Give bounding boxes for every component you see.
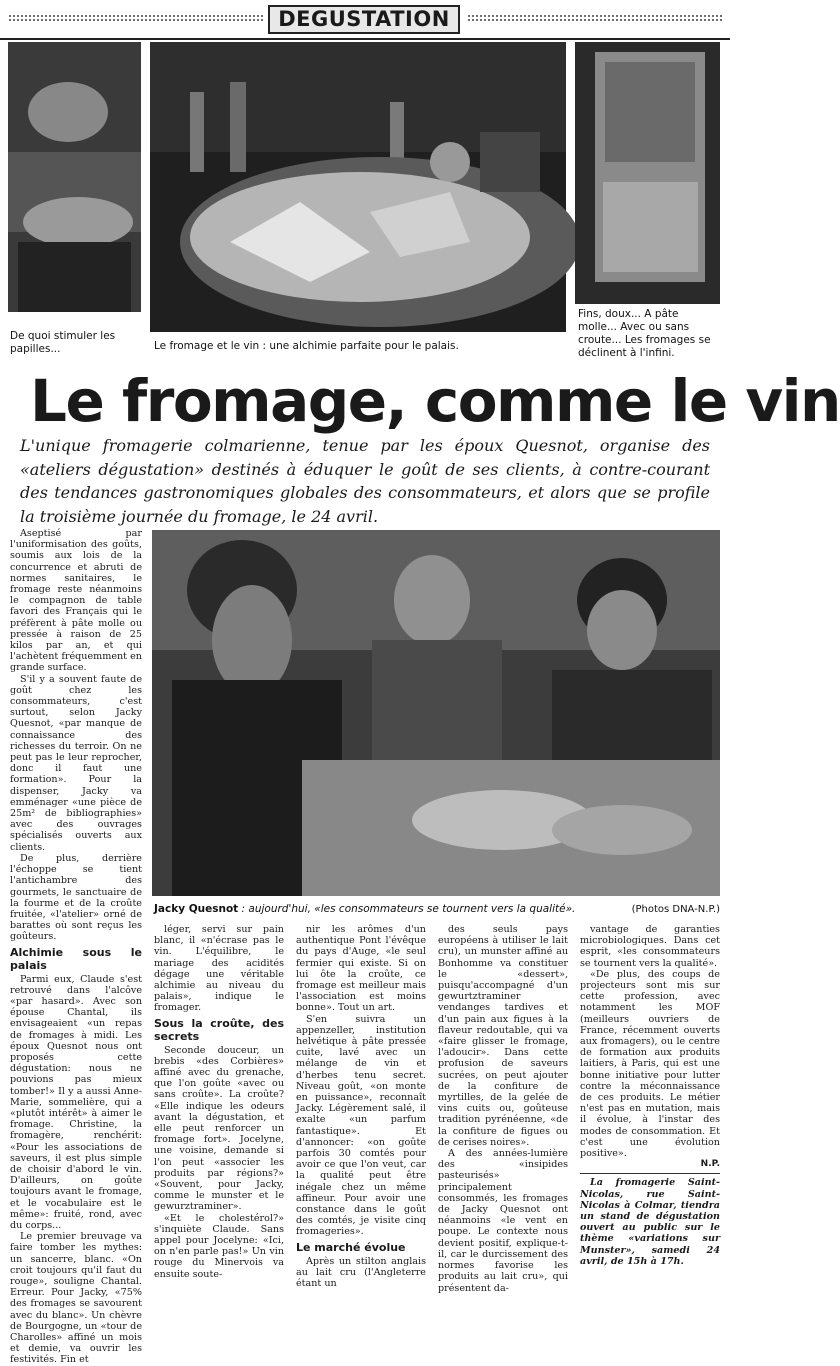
chapeau: L'unique fromagerie colmarienne, tenue par les époux Quesnot, organise des «ateliers dégustation» destinés à éduquer le goût de ses clients, à contre-courant des tendances gastronomiques globales des consommateurs, et alors que se profile la troisième journée du fromage, le 24 avril. (20, 436, 710, 526)
event-box: La fromagerie Saint-Nicolas, rue Saint-Nicolas à Colmar, tiendra un stand de dégustation ouvert au public sur le thème «variations sur Munster», samedi 24 avril, de 15h à 17h. (580, 1177, 720, 1267)
photo-credit: (Photos DNA-N.P.) (631, 904, 720, 915)
caption-fromage-vin: Le fromage et le vin : une alchimie parfaite pour le palais. (154, 340, 459, 352)
paragraph: «Et le cholestérol?» s'inquiète Claude. Sans appel pour Jocelyne: «Ici, on n'en parle pas!» Un vin rouge du Minervois va ensuite soute- (154, 1212, 284, 1280)
signature: N.P. (700, 1159, 720, 1170)
article-column-3 (296, 924, 426, 1289)
article-column-2 (154, 924, 284, 1280)
rubric-title: DEGUSTATION (268, 5, 460, 34)
photo-fromage-vin (150, 42, 566, 332)
caption-papilles: De quoi stimuler les papilles... (10, 330, 116, 355)
paragraph: léger, servi sur pain blanc, il «n'écrase pas le vin. L'équilibre, le mariage des acidités dégage une véritable alchimie au niveau du palais», indique le fromager. (154, 924, 284, 1014)
paragraph: Seconde douceur, un brebis «des Corbières» affiné avec du grenache, que l'on goûte «avec ou sans croûte». La croûte? «Elle indique les odeurs avant la dégustation, et elle peut renforcer un fromage fort». Jocelyne, une voisine, demande si l'on peut «associer les produits par régions?» «Souvent, pour Jacky, comme le munster et le gewurztraminer». (154, 1044, 284, 1213)
headline: Le fromage, comme le vin (30, 367, 840, 435)
caption-name: Jacky Quesnot (154, 903, 239, 915)
rubric-decoration-left (8, 14, 263, 22)
article-column-1 (10, 528, 142, 1366)
divider (580, 1173, 720, 1174)
rubric-decoration-right (467, 14, 722, 22)
caption-fromages: Fins, doux... A pâte molle... Avec ou sans croute... Les fromages se déclinent à l'infini. (578, 308, 711, 359)
subheading: Le marché évolue (296, 1240, 406, 1254)
paragraph: des seuls pays européens à utiliser le lait cru), un munster affiné au Bonhomme va constituer le «dessert», puisqu'accompagné d'un gewurtztraminer vendanges tardives et d'un pain aux figues à la flaveur redoutable, qui va «faire glisser le fromage, l'adoucir». Dans cette profusion de saveurs sucrées, on peut ajouter de la confiture de myrtilles, de la gelée de vins cuits ou, goûteuse tradition pyrénéenne, «de la confiture de figues ou de cerises noires». (438, 924, 568, 1148)
paragraph: Aseptisé par l'uniformisation des goûts, soumis aux lois de la concurrence et abruti de normes sanitaires, le fromage reste néanmoins le compagnon de table favori des Français qui le préfèrent à pâte molle ou pressée à raison de 25 kilos par an, et qui l'achètent fréquemment en grande surface. (10, 528, 142, 674)
photo-papilles (8, 42, 141, 312)
paragraph: Parmi eux, Claude s'est retrouvé dans l'alcôve «par hasard». Avec son épouse Chantal, ils envisageaient «un repas de fromages à midi. Les époux Quesnot nous ont proposés cette dégustation: nous ne pouvions pas mieux tomber!» Il y a aussi Anne-Marie, sommelière, qui a «plutôt intérêt» à aimer le fromage. Christine, la fromagère, renchérit: «Pour les associations de saveurs, il est plus simple de choisir d'abord le vin. D'ailleurs, on goûte toujours avant le fromage, et le vocabulaire est le même»: fruité, rond, avec du corps... (10, 973, 142, 1231)
photo-fromages (575, 42, 720, 304)
paragraph: Après un stilton anglais au lait cru (l'Angleterre étant un (296, 1255, 426, 1290)
article-column-4 (438, 924, 568, 1294)
paragraph: vantage de garanties microbiologiques. Dans cet esprit, «les consommateurs se tournent vers la qualité». (580, 924, 720, 969)
paragraph: S'en suivra un appenzeller, institution helvétique à pâte pressée cuite, lavé avec un mélange de vin et d'herbes tenu secret. Niveau goût, «on monte en puissance», reconnaît Jacky. Légèrement salé, il exalte «un parfum fantastique». Et d'annoncer: «on goûte parfois 30 comtés pour avoir ce que l'on veut, car la qualité peut être inégale chez un même affineur. Pour avoir une constance dans le goût des comtés, je visite cinq fromageries». (296, 1013, 426, 1238)
paragraph: De plus, derrière l'échoppe se tient l'antichambre des gourmets, le sanctuaire de la fourme et de la croûte fruitée, «l'atelier» orné de barattes où sont reçus les goûteurs. (10, 852, 142, 943)
caption-text: : aujourd'hui, «les consommateurs se tournent vers la qualité». (241, 903, 576, 915)
paragraph: «De plus, des coups de projecteurs sont mis sur cette profession, avec notamment les MOF (meilleurs ouvriers de France, récemment ouverts aux fromagers), ou le centre de formation aux produits laitiers, à Paris, qui est une bonne initiative pour lutter contre la méconnaissance de ces produits. Le métier n'est pas en mutation, mais il évolue, à l'instar des modes de consommation. Et c'est une évolution positive». (580, 968, 720, 1160)
photo-jacky-quesnot (152, 530, 720, 896)
article-column-5 (580, 924, 720, 1267)
paragraph: nir les arômes d'un authentique Pont l'évêque du pays d'Auge, «le seul fermier qui existe. Si on lui ôte la croûte, ce fromage est meilleur mais l'association est moins bonne». Tout un art. (296, 924, 426, 1014)
subheading: Alchimie sous le palais (10, 945, 142, 972)
subheading: Sous la croûte, des secrets (154, 1016, 284, 1043)
paragraph: Le premier breuvage va faire tomber les mythes: un sancerre, blanc. «On croit toujours qu'il faut du rouge», souligne Chantal. Erreur. Pour Jacky, «75% des fromages se savourent avec du blanc». Un chèvre de Bourgogne, un «tour de Charolles» affiné un mois et demie, va ouvrir les festivités. Fin et (10, 1231, 142, 1366)
paragraph: S'il y a souvent faute de goût chez les consommateurs, c'est surtout, selon Jacky Quesnot, «par manque de connaissance des richesses du terroir. On ne peut pas le leur reprocher, donc il faut une formation». Pour la dispenser, Jacky va emménager «une pièce de 25m² de bibliographies» avec des ouvrages spécialisés ouverts aux clients. (10, 673, 142, 853)
paragraph: A des années-lumière des «insipides pasteurisés» principalement consommés, les fromages de Jacky Quesnot ont néanmoins «le vent en poupe. Le contexte nous devient positif, explique-t-il, car le durcissement des normes favorise les produits au lait cru», qui présentent da- (438, 1148, 568, 1294)
photo-caption (154, 903, 614, 916)
